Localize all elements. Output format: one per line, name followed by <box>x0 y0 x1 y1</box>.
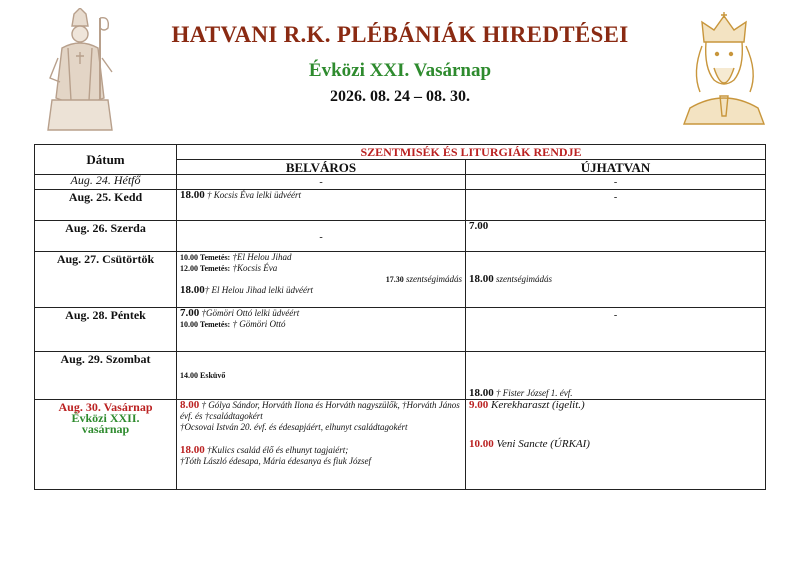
mass-intention: †Gömöri Ottó lelki üdvéért <box>199 308 300 318</box>
sunday-label: vasárnap <box>81 422 130 436</box>
table-row <box>35 308 766 352</box>
belvaros-cell: - <box>177 175 466 190</box>
day-cell: Aug. 29. Szombat <box>35 352 177 400</box>
mass-intention: †Kulics család élő és elhunyt tagjaiért; <box>204 445 349 455</box>
ujhatvan-cell <box>466 352 766 400</box>
adoration-text: szentségimádás <box>493 274 552 284</box>
wedding-text: 14.00 Esküvő <box>180 371 226 380</box>
ujhatvan-cell: - <box>466 175 766 190</box>
mass-intention: † Gólya Sándor, Horváth Ilona és Horváth nagyszülők, †Horváth János évf. és †családtagokért <box>180 400 460 421</box>
mass-time: 18.00 <box>180 284 205 296</box>
funeral-name: †Kocsis Éva <box>230 263 278 273</box>
belvaros-cell <box>177 190 466 221</box>
table-row <box>35 252 766 308</box>
mass-intention: †Ocsovai István 20. évf. és édesapjáért, elhunyt családtagokért <box>180 422 408 432</box>
table-row <box>35 400 766 490</box>
table-row <box>35 190 766 221</box>
ujhatvan-cell: - <box>466 190 766 221</box>
belvaros-cell <box>177 252 466 308</box>
ujhatvan-cell <box>466 400 766 490</box>
ujhatvan-cell <box>466 252 766 308</box>
mass-time: 9.00 <box>469 399 489 411</box>
funeral-label: 10.00 Temetés: <box>180 253 231 262</box>
day-cell: Aug. 24. Hétfő <box>35 175 177 190</box>
sunday-date: Aug. 30. Vasárnap <box>58 400 153 414</box>
column-header-ujhatvan: ÚJHATVAN <box>466 160 766 175</box>
belvaros-cell <box>177 352 466 400</box>
mass-time: 18.00 <box>180 444 205 456</box>
belvaros-cell: - <box>177 221 466 252</box>
adoration-text: szentségimádás <box>403 274 462 284</box>
mass-time: 7.00 <box>180 307 200 319</box>
mass-time: 7.00 <box>469 220 489 232</box>
ujhatvan-cell <box>466 221 766 252</box>
schedule-table <box>34 144 766 490</box>
mass-intention: † El Helou Jihad lelki üdvéért <box>204 285 313 295</box>
day-cell: Aug. 27. Csütörtök <box>35 252 177 308</box>
mass-time: 18.00 <box>469 273 494 285</box>
date-range: 2026. 08. 24 – 08. 30. <box>330 88 470 105</box>
mass-time: 18.00 <box>180 189 205 201</box>
mass-time: 18.00 <box>469 387 494 399</box>
page-title: HATVANI R.K. PLÉBÁNIÁK HIREDTÉSEI <box>171 22 629 47</box>
column-header-date: Dátum <box>35 145 177 175</box>
funeral-name: † Gömöri Ottó <box>230 319 286 329</box>
mass-location: Kerekharaszt (igelit.) <box>488 399 585 411</box>
mass-intention: † Kocsis Éva lelki üdvéért <box>204 190 301 200</box>
day-cell <box>35 400 177 490</box>
column-header-belvaros: BELVÁROS <box>177 160 466 175</box>
mass-intention: †Tóth László édesapa, Mária édesanya és fiuk József <box>180 456 371 466</box>
mass-time: 17.30 <box>385 275 404 284</box>
day-cell: Aug. 28. Péntek <box>35 308 177 352</box>
funeral-label: 12.00 Temetés: <box>180 264 231 273</box>
sunday-title: Évközi XXII. <box>71 411 140 425</box>
ujhatvan-cell: - <box>466 308 766 352</box>
funeral-name: †El Helou Jihad <box>230 252 292 262</box>
mass-time: 10.00 <box>469 438 494 450</box>
belvaros-cell <box>177 308 466 352</box>
column-header-liturgies: SZENTMISÉK ÉS LITURGIÁK RENDJE <box>177 145 766 160</box>
mass-intention: Veni Sancte (ÚRKAI) <box>493 438 590 450</box>
mass-time: 8.00 <box>180 399 200 411</box>
table-row <box>35 352 766 400</box>
belvaros-cell <box>177 400 466 490</box>
sunday-name: Évközi XXI. Vasárnap <box>308 60 492 81</box>
table-row <box>35 221 766 252</box>
funeral-label: 10.00 Temetés: <box>180 320 231 329</box>
table-row <box>35 175 766 190</box>
day-cell: Aug. 26. Szerda <box>35 221 177 252</box>
mass-intention: † Fister József 1. évf. <box>493 388 573 398</box>
day-cell: Aug. 25. Kedd <box>35 190 177 221</box>
